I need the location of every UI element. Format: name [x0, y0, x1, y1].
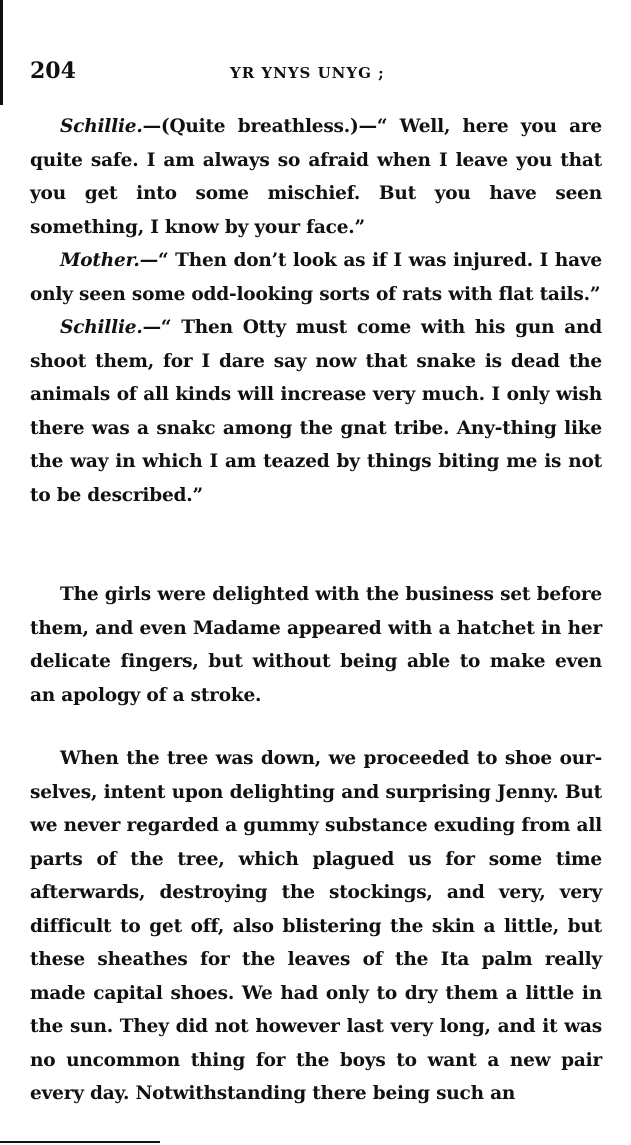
- dialogue-paragraph: [30, 311, 602, 512]
- speaker-name: Schillie.: [60, 317, 143, 338]
- footer-rule: [0, 1141, 160, 1143]
- running-head: [30, 58, 600, 88]
- margin-rule: [0, 0, 3, 105]
- page-number: 204: [30, 58, 76, 84]
- dialogue-paragraph: [30, 110, 602, 244]
- speaker-name: Schillie.: [60, 116, 143, 137]
- dialogue-text: —“ Then Otty must come with his gun and shoot them, for I dare say now that snake is dead the animals of all kinds will increase very much. I only wish there was a snakc among the gnat tribe. Any-thing like the way in which I am teazed by things biting me is not to be described.”: [30, 317, 602, 506]
- dialogue-section: [30, 110, 602, 512]
- body-paragraph: The girls were delighted with the business set before them, and even Madame appeared with a hatchet in her delicate fingers, but without being able to make even an apology of a stroke.: [30, 584, 602, 706]
- running-title: YR YNYS UNYG ;: [230, 64, 385, 82]
- narrative-section: [30, 578, 602, 712]
- narrative-section: [30, 742, 602, 1111]
- speaker-name: Mother.: [60, 250, 140, 271]
- dialogue-text: —(Quite breathless.)—“ Well, here you are quite safe. I am always so afraid when I leave you that you get into some mischief. But you have seen something, I know by your face.”: [30, 116, 602, 238]
- dialogue-text: —“ Then don’t look as if I was injured. I have only seen some odd-looking sorts of rats with flat tails.”: [30, 250, 602, 305]
- body-paragraph: When the tree was down, we proceeded to shoe our-selves, intent upon delighting and surprising Jenny. But we never regarded a gummy substance exuding from all parts of the tree, which plagued us for some time afterwards, destroying the stockings, and very, very difficult to get off, also blistering the skin a little, but these sheathes for the leaves of the Ita palm really made capital shoes. We had only to dry them a little in the sun. They did not however last very long, and it was no uncommon thing for the boys to want a new pair every day. Notwithstanding there being such an: [30, 748, 602, 1104]
- dialogue-paragraph: [30, 244, 602, 311]
